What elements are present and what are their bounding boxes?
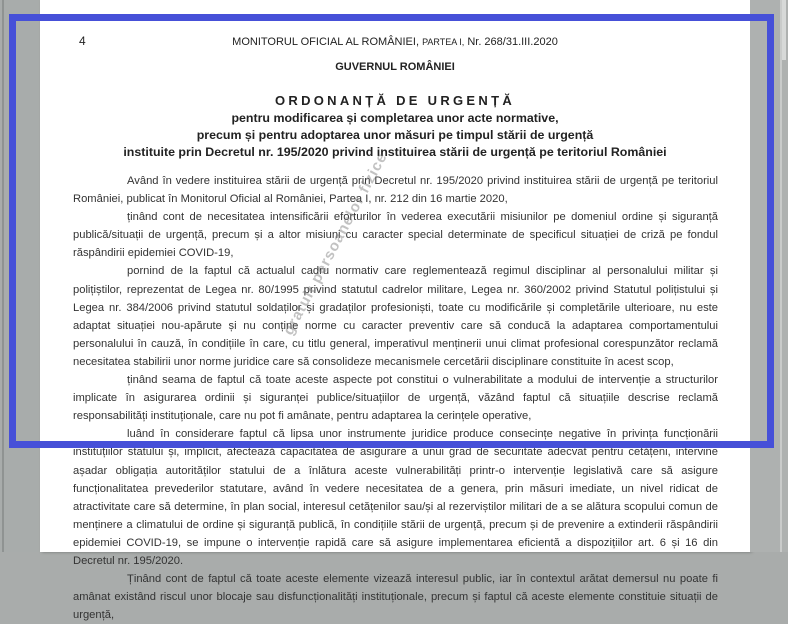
paragraph: pornind de la faptul că actualul cadru normativ care reglementează regimul disciplinar al personalului militar și polițiștilor, reprezentat de Legea nr. 80/1995 privind statutul cadrelor militare, Legea nr. 360/2002 privind Statutul polițistului și Legea nr. 384/2006 privind statutul soldaților și gradaților profesioniști, toate cu modificările și completările ulterioare, nu este adaptat situației nou-apărute și nu conține norme cu caracter preventiv care să conducă la adaptarea comportamentului personalului în cauză, în condițiile în care, cu titlu general, imperativul menținerii unui climat profesional corespunzător reclamă necesitatea stabilirii unor norme juridice care să consolideze mecanismele cercetării disciplinare constituite în acest scop,: [73, 265, 718, 368]
viewer-edge: [2, 0, 4, 552]
running-head-part: PARTEA I,: [422, 37, 465, 47]
subtitle-line: instituite prin Decretul nr. 195/2020 privind instituirea stării de urgență pe teritoriul României: [123, 145, 667, 159]
page-number: 4: [79, 34, 86, 48]
subtitle-line: pentru modificarea și completarea unor acte normative,: [231, 111, 559, 125]
document-page: [40, 0, 750, 622]
paragraph: luând în considerare faptul că lipsa unor instrumente juridice produce consecințe negative în privința funcționării instituțiilor statului și, implicit, afectează capacitatea de asigurare a unui grad de securitate adecvat pentru cetățeni, intervine așadar obligația autorităților statului de a înlătura aceste vulnerabilități printr-o intervenție legislativă care să asigure funcționalitatea prevederilor statutare, având în vedere necesitatea de a genera, prin măsuri imediate, un nivel ridicat de atractivitate care să determine, în plan social, interesul cetățenilor sau/și al rezerviștilor militari de a se alătura scopului comun de menținere a climatului de ordine și siguranță publică, în condițiile stării de urgență, precum și de prevenire a extinderii răspândirii epidemiei COVID-19, se impune o intervenție rapidă care să asigure implementarea eficientă a dispozițiilor art. 6 și 16 din Decretul nr. 195/2020.: [73, 428, 718, 567]
paragraph: Având în vedere instituirea stării de urgență prin Decretul nr. 195/2020 privind instituirea stării de urgență pe teritoriul României, publicat în Monitorul Oficial al României, Partea I, nr. 212 din 16 martie 2020,: [73, 175, 718, 206]
scrollbar-thumb[interactable]: [782, 0, 786, 60]
document-title: ORDONANȚĂ DE URGENȚĂ: [274, 93, 516, 108]
watermark: gratuit persoanelor fizice: [280, 149, 391, 338]
running-head: [40, 36, 750, 48]
subtitle-line: precum și pentru adoptarea unor măsuri pe timpul stării de urgență: [196, 128, 594, 142]
viewer-right-margin: [750, 0, 788, 552]
paragraph: ținând cont de necesitatea intensificării eforturilor în vederea executării misiunilor pe domeniul ordine și siguranță publică/situații de urgență, precum și a altor misiuni cu caracter special determinate de specificul situației de criză pe fondul răspândirii epidemiei COVID-19,: [73, 211, 718, 260]
paragraph: ținând seama de faptul că toate aceste aspecte pot constitui o vulnerabilitate a modului de intervenție a structurilor implicate în asigurarea ordinii și siguranței publice/situațiilor de urgență, văzând faptul că situațiile descrise reclamă responsabilități instituționale, care nu pot fi amânate, pentru adaptarea la cerințele operative,: [73, 374, 718, 423]
viewer-left-margin: [0, 0, 40, 552]
issuer: GUVERNUL ROMÂNIEI: [335, 61, 455, 73]
viewer-edge: [780, 0, 782, 552]
paragraph: Ținând cont de faptul că toate aceste elemente vizează interesul public, iar în contextul arătat demersul nu poate fi amânat existând riscul unor blocaje sau disfuncționalități instituționale, precum și faptul că aceste elemente constituie situații de urgență,: [73, 573, 718, 622]
document-body: [73, 172, 718, 624]
running-head-publication: MONITORUL OFICIAL AL ROMÂNIEI,: [232, 36, 419, 48]
running-head-issue: Nr. 268/31.III.2020: [467, 36, 558, 48]
